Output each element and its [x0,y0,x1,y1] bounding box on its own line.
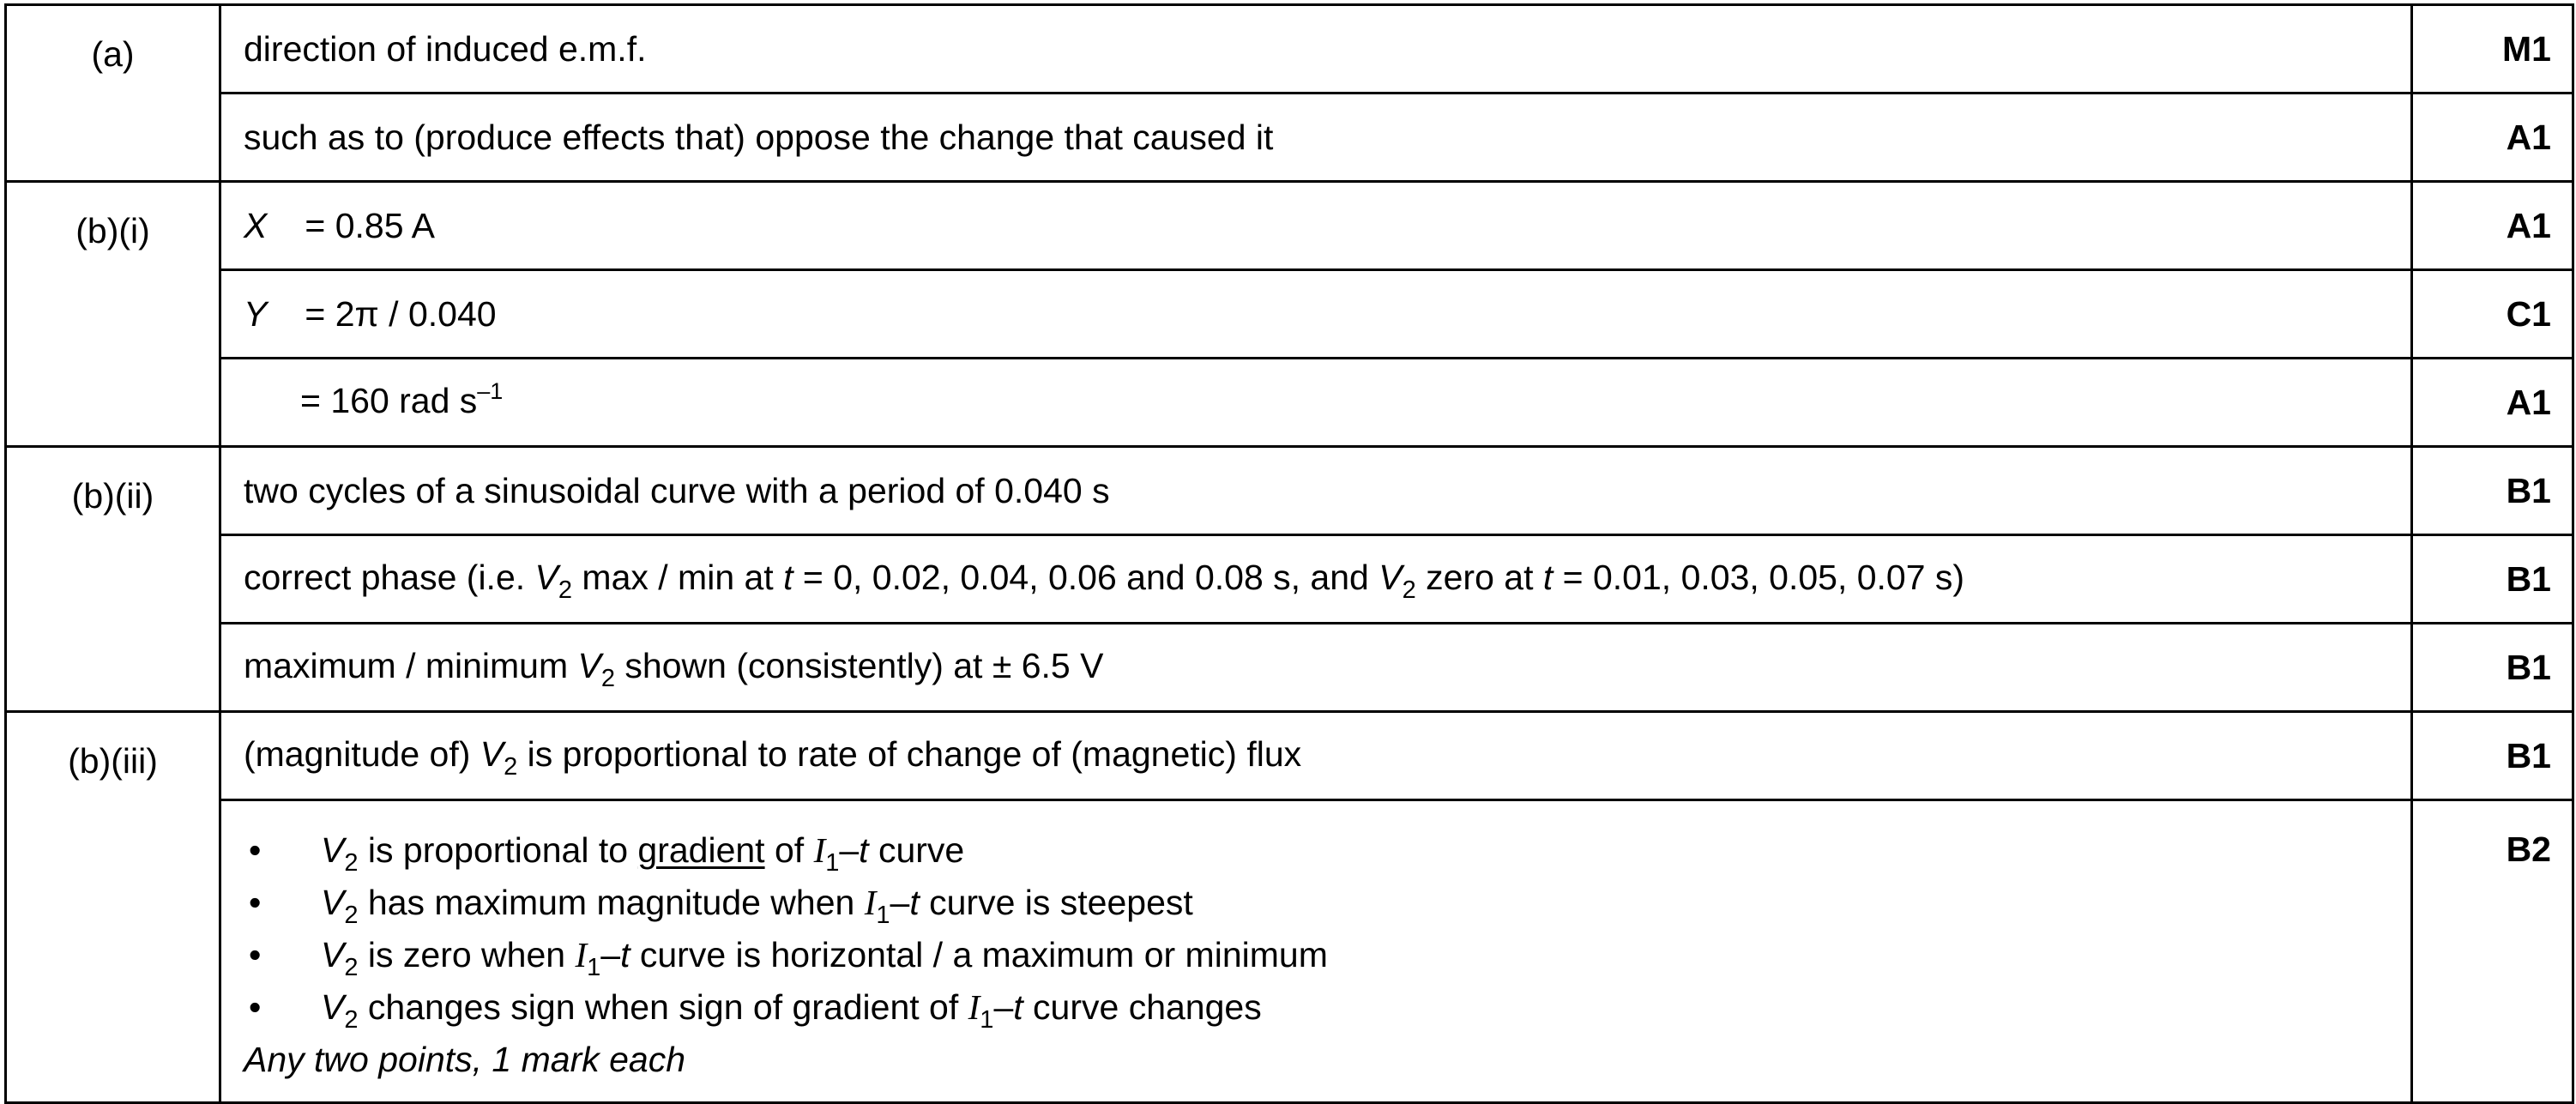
subscript: 1 [825,849,840,877]
variable-symbol: I [575,935,588,974]
text-part: – [993,987,1014,1027]
table-row [6,94,2573,182]
variable-symbol: V [321,883,345,922]
mark-code: B1 [2412,624,2573,712]
text-part: correct phase (i.e. [244,557,535,597]
list-item [244,826,2393,878]
mark-code: B2 [2412,800,2573,1103]
mark-code: A1 [2412,182,2573,270]
text-part: – [839,830,860,870]
subscript: 2 [344,849,359,877]
subscript: 2 [558,576,573,604]
text-part: of [764,830,814,870]
subscript: 2 [504,752,518,781]
question-number: (b)(ii) [6,447,220,712]
text-part: max / min at [572,557,784,597]
mark-code: B1 [2412,447,2573,535]
variable-symbol: V [321,830,345,870]
mark-code: A1 [2412,359,2573,447]
question-number: (b)(iii) [6,712,220,1103]
answer-cell [220,182,2412,270]
underlined-term: gradient [637,830,765,870]
text-part: curve is steepest [919,883,1193,922]
mark-code: A1 [2412,94,2573,182]
text-part: curve changes [1023,987,1262,1027]
subscript: 1 [980,1006,994,1034]
table-row [6,800,2573,1103]
text-part: shown (consistently) at ± 6.5 V [615,645,1104,685]
subscript: 2 [600,664,616,692]
text-part: is zero when [358,935,576,974]
subscript: 2 [344,1006,359,1034]
mark-code: M1 [2412,5,2573,94]
variable-symbol: t [859,830,869,870]
text-part: zero at [1415,557,1543,597]
table-row [6,535,2573,624]
text-part: (magnitude of) [244,733,480,774]
answer-cell [220,270,2412,359]
variable-symbol: V [1378,557,1403,597]
answer-text: = 2π / 0.040 [305,294,497,334]
variable-symbol: I [813,830,826,870]
answer-text: two cycles of a sinusoidal curve with a period of 0.040 s [220,447,2412,535]
mark-code: B1 [2412,535,2573,624]
text-part: = 0, 0.02, 0.04, 0.06 and 0.08 s, and [793,557,1379,597]
list-item [244,983,2393,1035]
question-number: (b)(i) [6,182,220,447]
text-part: curve is horizontal / a maximum or minimum [630,935,1328,974]
text-part: curve [868,830,965,870]
variable-symbol: t [620,935,630,974]
list-item [244,878,2393,931]
mark-code: B1 [2412,712,2573,800]
answer-text: direction of induced e.m.f. [220,5,2412,94]
bullet-icon: • [249,987,262,1027]
mark-code: C1 [2412,270,2573,359]
answer-cell [220,624,2412,712]
question-number: (a) [6,5,220,182]
answer-cell [220,800,2412,1103]
text-part: maximum / minimum [244,645,578,685]
text-part: changes sign when sign of gradient of [358,987,968,1027]
text-part: is proportional to [358,830,638,870]
text-part: – [890,883,910,922]
variable-symbol: I [864,883,877,922]
variable-symbol: I [968,987,980,1027]
bullet-icon: • [249,883,262,922]
variable-symbol: t [1013,987,1023,1027]
unit-exponent: –1 [477,377,504,404]
text-part: has maximum magnitude when [358,883,865,922]
list-item [244,931,2393,983]
bullet-icon: • [249,935,262,974]
table-row [6,5,2573,94]
subscript: 1 [876,902,890,929]
answer-cell [220,712,2412,800]
bullet-icon: • [249,830,262,870]
answer-text: = 0.85 A [305,206,435,245]
variable-symbol: V [577,645,601,685]
variable-symbol: V [480,733,504,774]
mark-scheme-table [4,3,2574,1104]
variable-symbol: t [909,883,920,922]
subscript: 2 [344,902,359,929]
variable-symbol: t [1542,557,1553,597]
answer-cell [220,359,2412,447]
subscript: 1 [587,954,601,981]
text-part: = 0.01, 0.03, 0.05, 0.07 s) [1553,557,1965,597]
variable-symbol: V [534,557,558,597]
table-row [6,359,2573,447]
variable-symbol: t [783,557,793,597]
table-row [6,712,2573,800]
subscript: 2 [1402,576,1416,604]
answer-text: = 160 rad s [300,380,478,420]
table-row [6,447,2573,535]
variable-symbol: V [321,987,345,1027]
variable-symbol: V [321,935,345,974]
text-part: – [600,935,621,974]
marking-note: Any two points, 1 mark each [244,1040,686,1079]
variable-symbol: X [244,206,268,245]
subscript: 2 [344,954,359,981]
table-row [6,624,2573,712]
variable-symbol: Y [244,294,268,334]
answer-cell [220,535,2412,624]
table-row [6,182,2573,270]
text-part: is proportional to rate of change of (magnetic) flux [517,733,1302,774]
answer-text: such as to (produce effects that) oppose the change that caused it [220,94,2412,182]
bullet-list [244,826,2393,1035]
table-row [6,270,2573,359]
